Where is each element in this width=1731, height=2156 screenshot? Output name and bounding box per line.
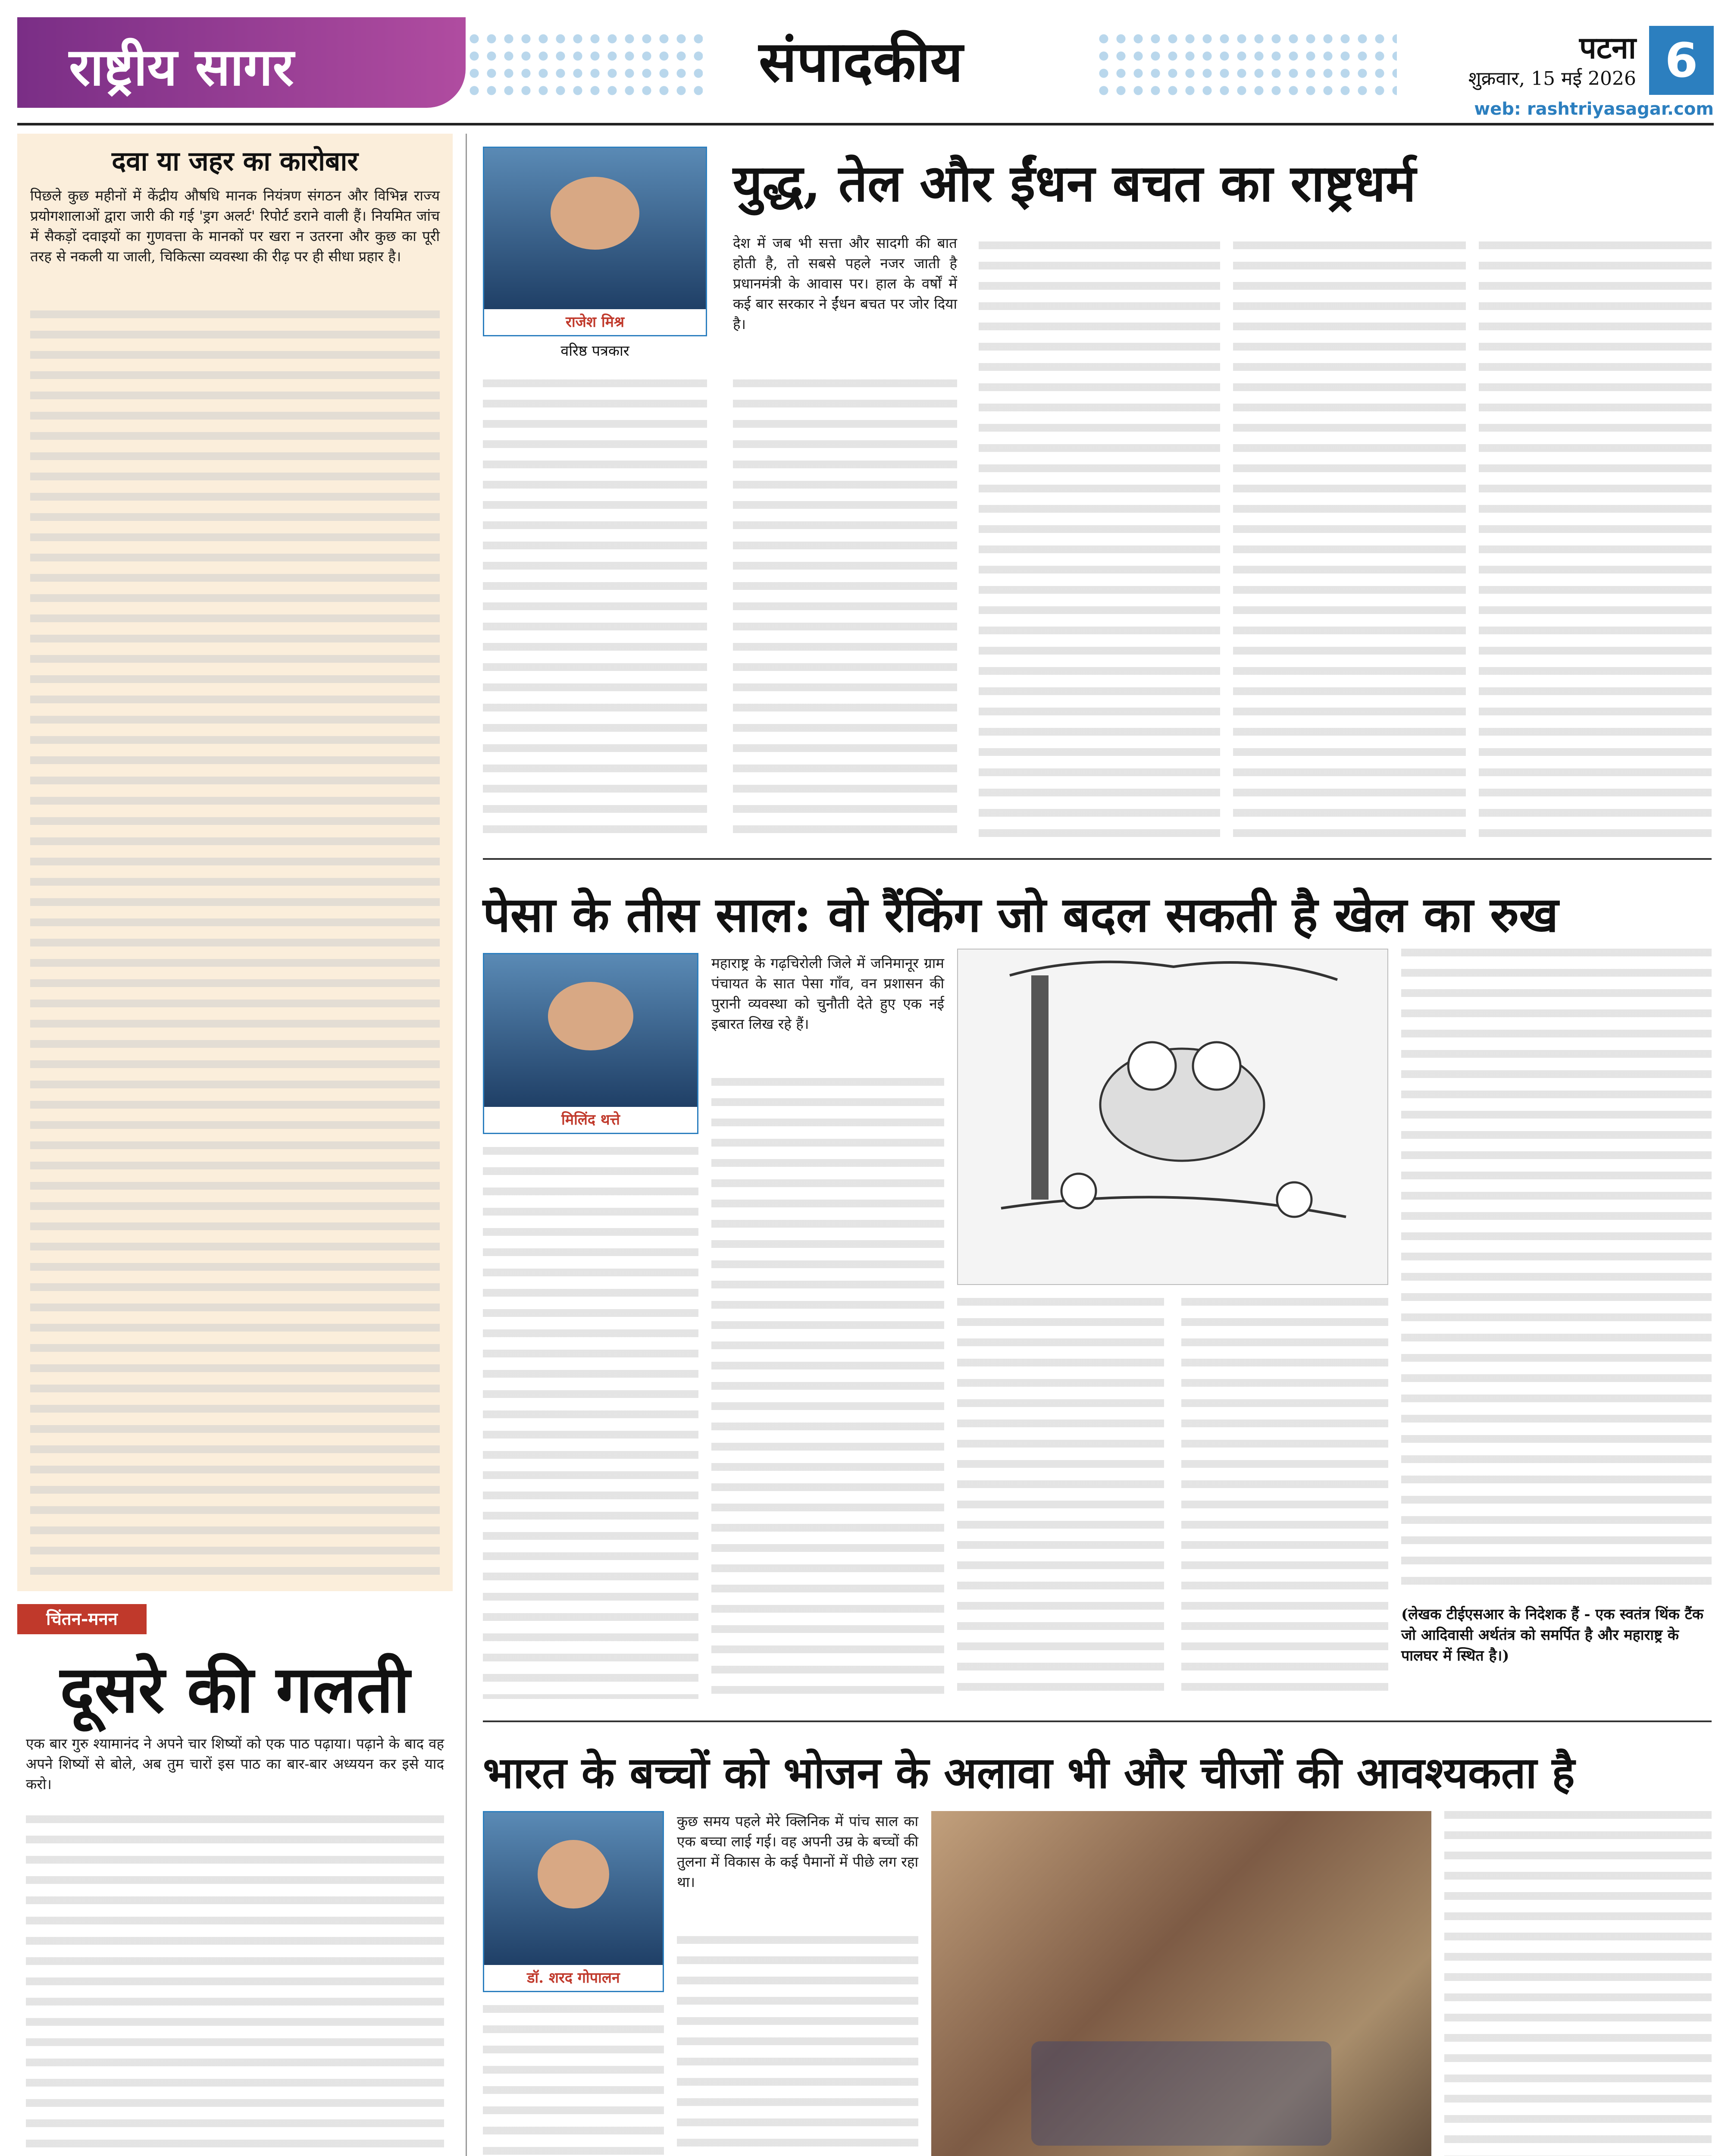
- author-name: मिलिंद थत्ते: [484, 1107, 697, 1133]
- cartoon-illustration: [957, 949, 1388, 1285]
- article-body-lines: [1401, 949, 1712, 1591]
- author-box: [483, 147, 707, 336]
- author-photo: [484, 148, 706, 309]
- article-body-lines: [677, 1936, 918, 2156]
- article-divider: [483, 1720, 1712, 1722]
- cartoon-drawing: [958, 950, 1389, 1286]
- article-text: देश में जब भी सत्ता और सादगी की बात होती है, तो सबसे पहले नजर जाती है प्रधानमंत्री के आवास पर। हाल के वर्षों में कई बार सरकार ने ईंधन बचत पर जोर दिया है।: [733, 235, 957, 332]
- column-tag: चिंतन-मनन: [17, 1604, 147, 1634]
- masthead: [17, 17, 1714, 121]
- article-body-lines: [979, 241, 1220, 845]
- article-body-lines: [483, 2005, 664, 2156]
- paper-logo-banner: [17, 17, 466, 108]
- author-caption: वरिष्ठ पत्रकार: [560, 342, 629, 360]
- chintan-body-lines: [26, 1815, 444, 2156]
- edition-city: पटना: [1579, 30, 1636, 66]
- article-text: महाराष्ट्र के गढ़चिरोली जिले में जनिमानूर ग्राम पंचायत के सात पेसा गाँव, वन प्रशासन की पुरानी व्यवस्था को चुनौती देते हुए एक नई इबारत लिख रहे हैं।: [711, 955, 944, 1032]
- section-title: संपादकीय: [759, 28, 963, 94]
- column-divider: [466, 134, 467, 2156]
- article-body-lines: [957, 1298, 1164, 1699]
- article-body-lines: [1479, 241, 1712, 845]
- article-headline: युद्ध, तेल और ईंधन बचत का राष्ट्रधर्म: [733, 153, 1416, 213]
- author-box: [483, 1811, 664, 1992]
- page-number: 6: [1649, 26, 1714, 95]
- article-body-lines: [1181, 1298, 1388, 1699]
- edition-info: [1332, 26, 1714, 121]
- article-body-lines: [711, 1078, 944, 1699]
- decorative-dots: [466, 30, 703, 99]
- author-signoff: (लेखक टीईएसआर के निदेशक हैं - एक स्वतंत्र थिंक टैंक जो आदिवासी अर्थतंत्र को समर्पित है और महाराष्ट्र के पालघर में स्थित है।): [1401, 1606, 1703, 1664]
- author-name: राजेश मिश्र: [484, 309, 706, 335]
- author-box: [483, 953, 698, 1134]
- article-headline: भारत के बच्चों को भोजन के अलावा भी और चीजों की आवश्यकता है: [483, 1747, 1575, 1798]
- chintan-heading: दूसरे की गलती: [60, 1651, 410, 1727]
- article-body-lines: [483, 379, 707, 845]
- author-name: डॉ. शरद गोपालन: [484, 1965, 663, 1991]
- article-text: कुछ समय पहले मेरे क्लिनिक में पांच साल का एक बच्चा लाई गई। वह अपनी उम्र के बच्चों की तुलना में विकास के कई पैमानों में पीछे लग रहा था।: [677, 1813, 918, 1890]
- chintan-text: एक बार गुरु श्यामानंद ने अपने चार शिष्यों को एक पाठ पढ़ाया। पढ़ाने के बाद वह अपने शिष्यों से बोले, अब तुम चारों इस पाठ का बार-बार अध्ययन कर इसे याद करो।: [26, 1735, 444, 1792]
- masthead-divider: [17, 123, 1714, 125]
- author-photo: [484, 954, 697, 1107]
- lead-editorial-body-lines: [30, 310, 440, 1578]
- article-body-lines: [483, 1147, 698, 1699]
- section-title-block: [759, 22, 1104, 116]
- edition-date: शुक्रवार, 15 मई 2026: [1468, 68, 1636, 90]
- article-body-lines: [1233, 241, 1466, 845]
- website-link[interactable]: web: rashtriyasagar.com: [1474, 99, 1714, 119]
- author-photo: [484, 1812, 663, 1965]
- article-headline: पेसा के तीस साल: वो रैंकिंग जो बदल सकती है खेल का रुख: [483, 887, 1559, 943]
- paper-name: राष्ट्रीय सागर: [69, 37, 294, 97]
- lead-editorial-text: पिछले कुछ महीनों में केंद्रीय औषधि मानक नियंत्रण संगठन और विभिन्न राज्य प्रयोगशालाओं द्वारा जारी की गई 'ड्रग अलर्ट' रिपोर्ट डराने वाली हैं। नियमित जांच में सैकड़ों दवाइयों का गुणवत्ता के मानकों पर खरा न उतरना और कुछ का पूरी तरह से नकली या जाली, चिकित्सा व्यवस्था की रीढ़ पर ही सीधा प्रहार है।: [30, 187, 440, 265]
- article-divider: [483, 858, 1712, 860]
- lead-editorial-heading: दवा या जहर का कारोबार: [112, 145, 358, 177]
- children-eating-photo: [931, 1811, 1431, 2156]
- article-body-lines: [1444, 1811, 1712, 2156]
- article-body-lines: [733, 379, 957, 845]
